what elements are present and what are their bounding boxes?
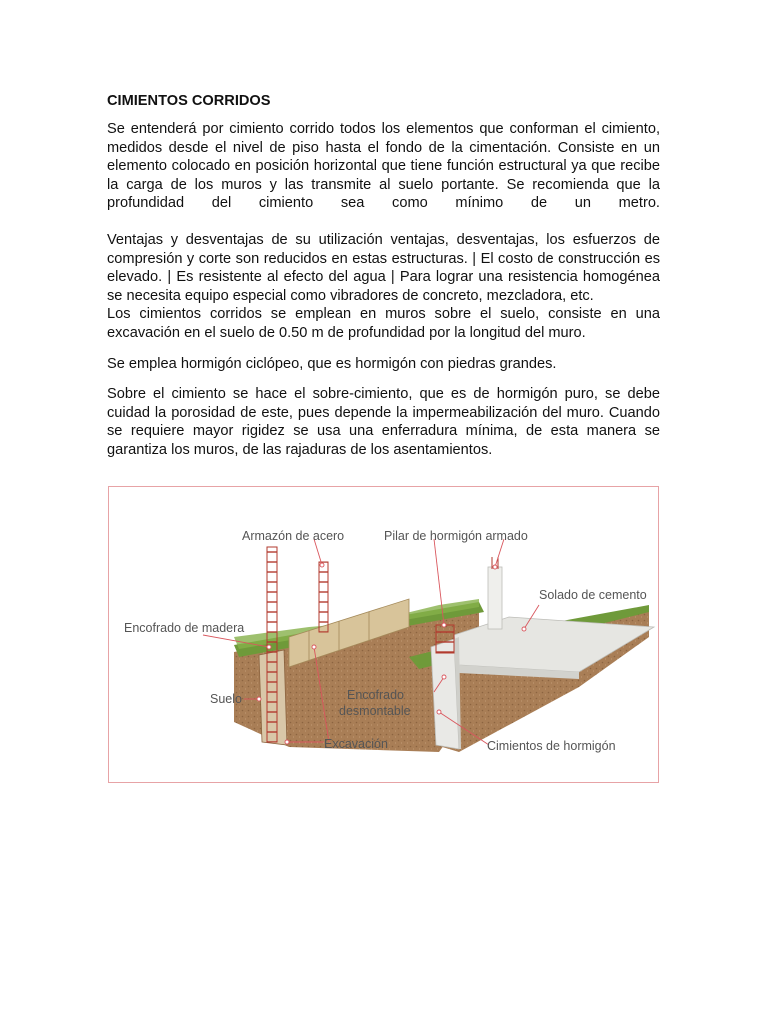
label-cement-screed: Solado de cemento bbox=[539, 588, 647, 602]
label-concrete-footing: Cimientos de hormigón bbox=[487, 739, 616, 753]
document-title: CIMIENTOS CORRIDOS bbox=[107, 93, 271, 109]
label-wood-formwork: Encofrado de madera bbox=[124, 621, 245, 635]
removable-formwork bbox=[436, 625, 454, 653]
paragraph-usage: Los cimientos corridos se emplean en muros sobre el suelo, consiste en una excavación en el suelo de 0.50 m de profundidad por la longitud del muro. bbox=[107, 306, 660, 341]
label-excavation: Excavación bbox=[324, 737, 388, 751]
paragraph-overfoundation: Sobre el cimiento se hace el sobre-cimiento, que es de hormigón puro, se debe cuidad la porosidad de este, pues depende la impermeabilización del muro. Cuando se requiere mayor rigidez se usa una enferradura mínima, de esta manera se garantiza los muros, de las rajaduras de los asentamientos. bbox=[107, 386, 660, 458]
paragraph-definition: Se entenderá por cimiento corrido todos los elementos que conforman el cimiento, medidos desde el nivel de piso hasta el fondo de la cimentación. Consiste en un elemento colocado en posición horizontal que tiene función estructural ya que recibe la carga de los muros y las transmite al suelo portante. Se recomienda que la profundidad del cimiento sea como mínimo de un metro. bbox=[107, 121, 660, 212]
label-soil: Suelo bbox=[210, 692, 242, 706]
foundation-illustration bbox=[109, 487, 660, 784]
paragraph-advantages: Ventajas y desventajas de su utilización ventajas, desventajas, los esfuerzos de compresión y corte son reducidos en estas estructuras. | El costo de construcción es elevado. | Es resistente al efecto del agua | Para lograr una resistencia homogénea se necesita equipo especial como vibradores de concreto, mezcladora, etc. bbox=[107, 231, 660, 304]
paragraph-concrete: Se emplea hormigón ciclópeo, que es hormigón con piedras grandes. bbox=[107, 355, 557, 372]
foundation-diagram bbox=[108, 486, 659, 783]
document-body bbox=[107, 92, 660, 460]
label-column: Pilar de hormigón armado bbox=[384, 529, 528, 543]
label-steel-frame: Armazón de acero bbox=[242, 529, 345, 543]
label-removable-formwork-2: desmontable bbox=[339, 704, 411, 718]
concrete-footing bbox=[431, 637, 461, 749]
label-removable-formwork-1: Encofrado bbox=[347, 688, 404, 702]
